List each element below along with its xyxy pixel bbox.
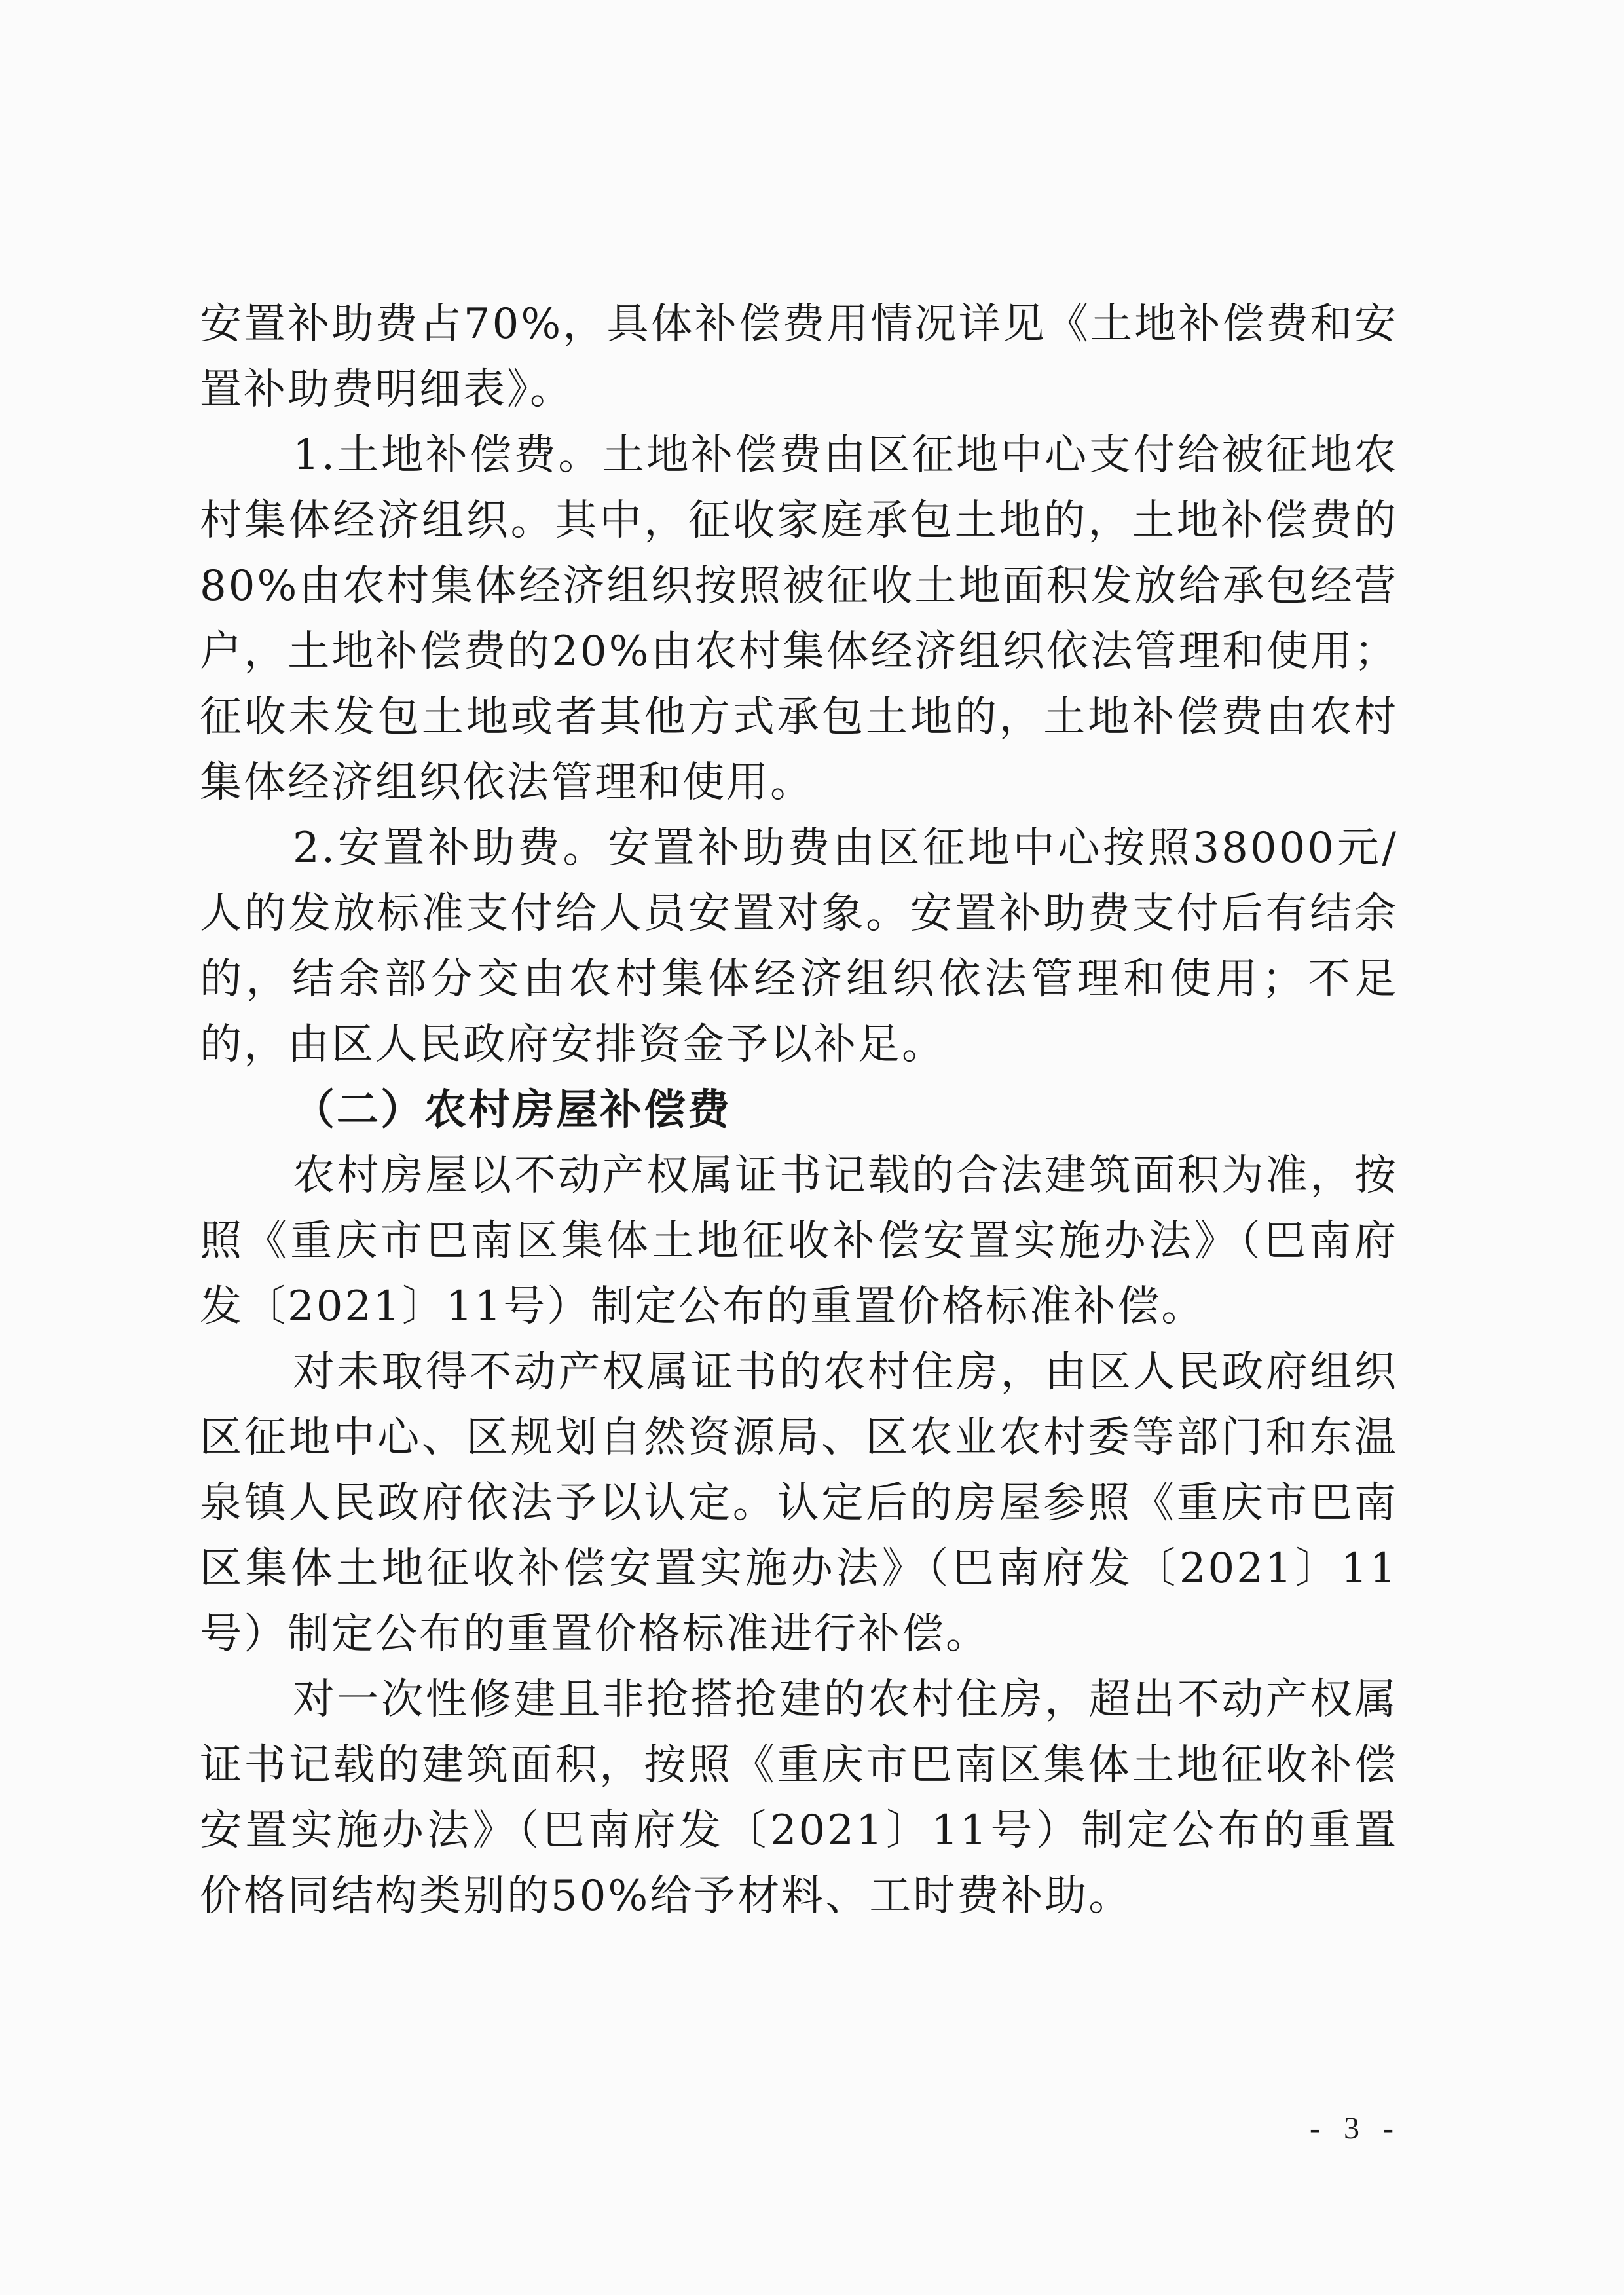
page-number: - 3 - xyxy=(1310,2111,1401,2146)
paragraph-housing-standard: 农村房屋以不动产权属证书记载的合法建筑面积为准，按照《重庆市巴南区集体土地征收补偿安置实施办法》（巴南府发〔2021〕11号）制定公布的重置价格标准补偿。 xyxy=(200,1151,1398,1331)
paragraph-resettlement-subsidy: 2.安置补助费。安置补助费由区征地中心按照38000元/人的发放标准支付给人员安置对象。安置补助费支付后有结余的，结余部分交由农村集体经济组织依法管理和使用；不足的，由区人民政府安排资金予以补足。 xyxy=(200,824,1398,1069)
paragraph-land-compensation: 1.土地补偿费。土地补偿费由区征地中心支付给被征地农村集体经济组织。其中，征收家庭承包土地的，土地补偿费的80%由农村集体经济组织按照被征收土地面积发放给承包经营户，土地补偿费的20%由农村集体经济组织依法管理和使用；征收未发包土地或者其他方式承包土地的，土地补偿费由农村集体经济组织依法管理和使用。 xyxy=(200,431,1398,807)
paragraph-compensation-summary: 安置补助费占70%，具体补偿费用情况详见《土地补偿费和安置补助费明细表》。 xyxy=(200,300,1398,414)
section-heading-rural-housing: （二）农村房屋补偿费 xyxy=(293,1086,731,1134)
paragraph-excess-area: 对一次性修建且非抢搭抢建的农村住房，超出不动产权属证书记载的建筑面积，按照《重庆市巴南区集体土地征收补偿安置实施办法》（巴南府发〔2021〕11号）制定公布的重置价格同结构类别的50%给予材料、工时费补助。 xyxy=(200,1675,1398,1920)
paragraph-uncertified-housing: 对未取得不动产权属证书的农村住房，由区人民政府组织区征地中心、区规划自然资源局、区农业农村委等部门和东温泉镇人民政府依法予以认定。认定后的房屋参照《重庆市巴南区集体土地征收补偿安置实施办法》（巴南府发〔2021〕11号）制定公布的重置价格标准进行补偿。 xyxy=(200,1348,1398,1658)
